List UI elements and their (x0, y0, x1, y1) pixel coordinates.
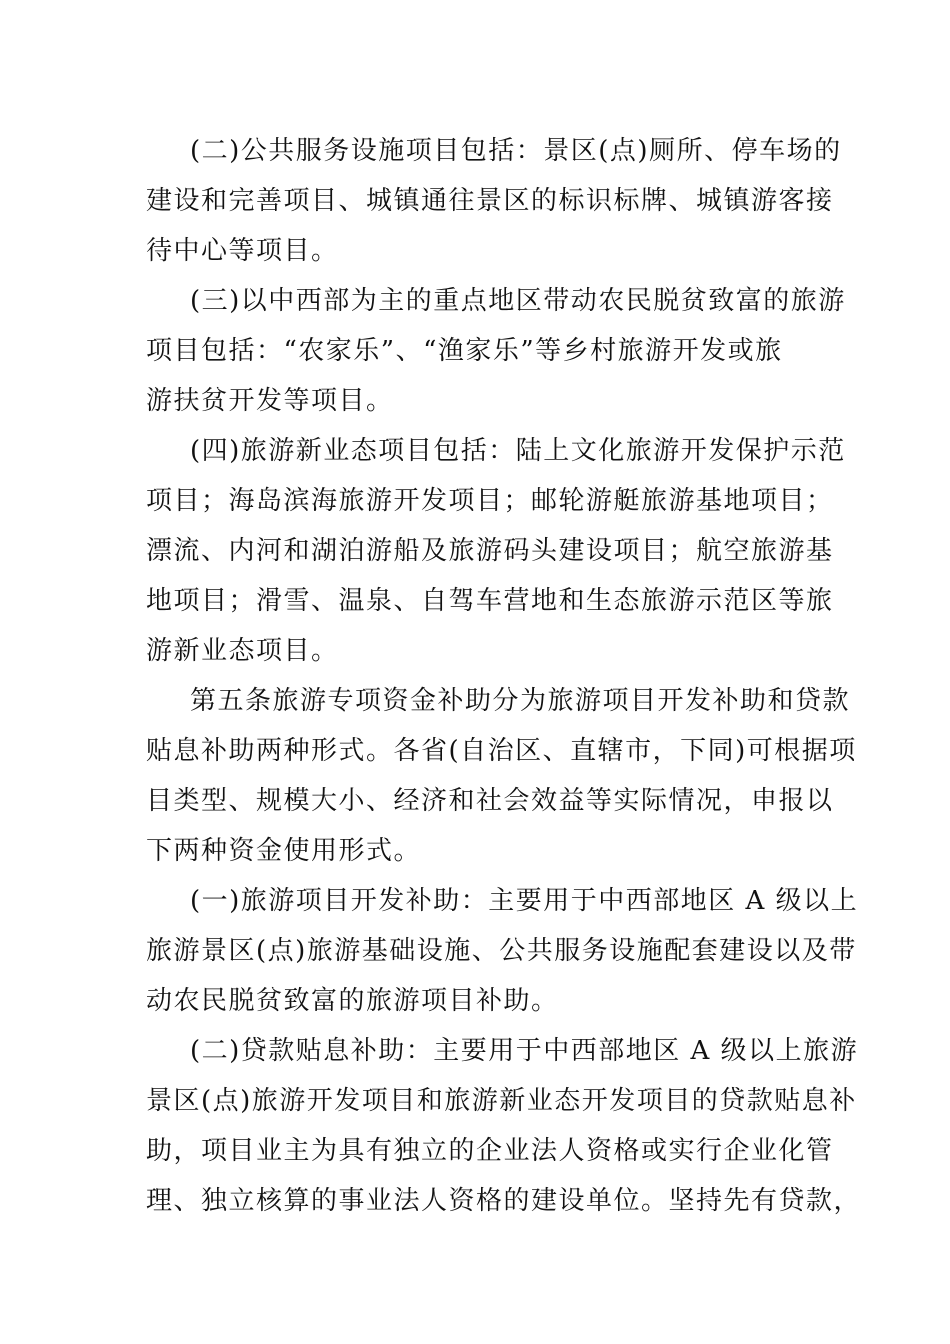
text-line: 景区(点)旅游开发项目和旅游新业态开发项目的贷款贴息补 (146, 1086, 857, 1116)
paragraph-loan-interest-subsidy (146, 1026, 862, 1226)
text-line: (三)以中西部为主的重点地区带动农民脱贫致富的旅游 (190, 286, 846, 316)
text-line: 游新业态项目。 (146, 636, 339, 666)
paragraph-development-subsidy (146, 876, 859, 1026)
text-line: (四)旅游新业态项目包括：陆上文化旅游开发保护示范 (190, 436, 846, 466)
text-line: 下两种资金使用形式。 (146, 836, 422, 866)
paragraph-poverty-alleviation-projects (146, 276, 846, 426)
paragraph-article-five (146, 676, 857, 876)
text-line: 待中心等项目。 (146, 236, 339, 266)
text-line: 游扶贫开发等项目。 (146, 386, 394, 416)
text-line: 贴息补助两种形式。各省(自治区、直辖市，下同)可根据项 (146, 736, 857, 766)
text-line: 第五条旅游专项资金补助分为旅游项目开发补助和贷款 (190, 686, 851, 716)
paragraph-new-tourism-formats (146, 426, 846, 676)
text-line: 漂流、内河和湖泊游船及旅游码头建设项目；航空旅游基 (146, 536, 834, 566)
text-line: 旅游景区(点)旅游基础设施、公共服务设施配套建设以及带 (146, 936, 857, 966)
text-line: 目类型、规模大小、经济和社会效益等实际情况，申报以 (146, 786, 834, 816)
text-line: (一)旅游项目开发补助：主要用于中西部地区 A 级以上 (190, 886, 859, 916)
text-line: 动农民脱贫致富的旅游项目补助。 (146, 986, 559, 1016)
text-line: 项目；海岛滨海旅游开发项目；邮轮游艇旅游基地项目； (146, 486, 834, 516)
text-line: 建设和完善项目、城镇通往景区的标识标牌、城镇游客接 (146, 186, 834, 216)
text-line: (二)公共服务设施项目包括：景区(点)厕所、停车场的 (190, 136, 842, 166)
text-line: 助，项目业主为具有独立的企业法人资格或实行企业化管 (146, 1136, 834, 1166)
document-body (146, 126, 862, 1226)
text-line: (二)贷款贴息补助：主要用于中西部地区 A 级以上旅游 (190, 1036, 859, 1066)
text-line: 理、独立核算的事业法人资格的建设单位。坚持先有贷款， (146, 1186, 862, 1216)
text-line: 地项目；滑雪、温泉、自驾车营地和生态旅游示范区等旅 (146, 586, 834, 616)
paragraph-public-service-facilities (146, 126, 842, 276)
text-line: 项目包括：“农家乐”、“渔家乐”等乡村旅游开发或旅 (146, 336, 783, 366)
